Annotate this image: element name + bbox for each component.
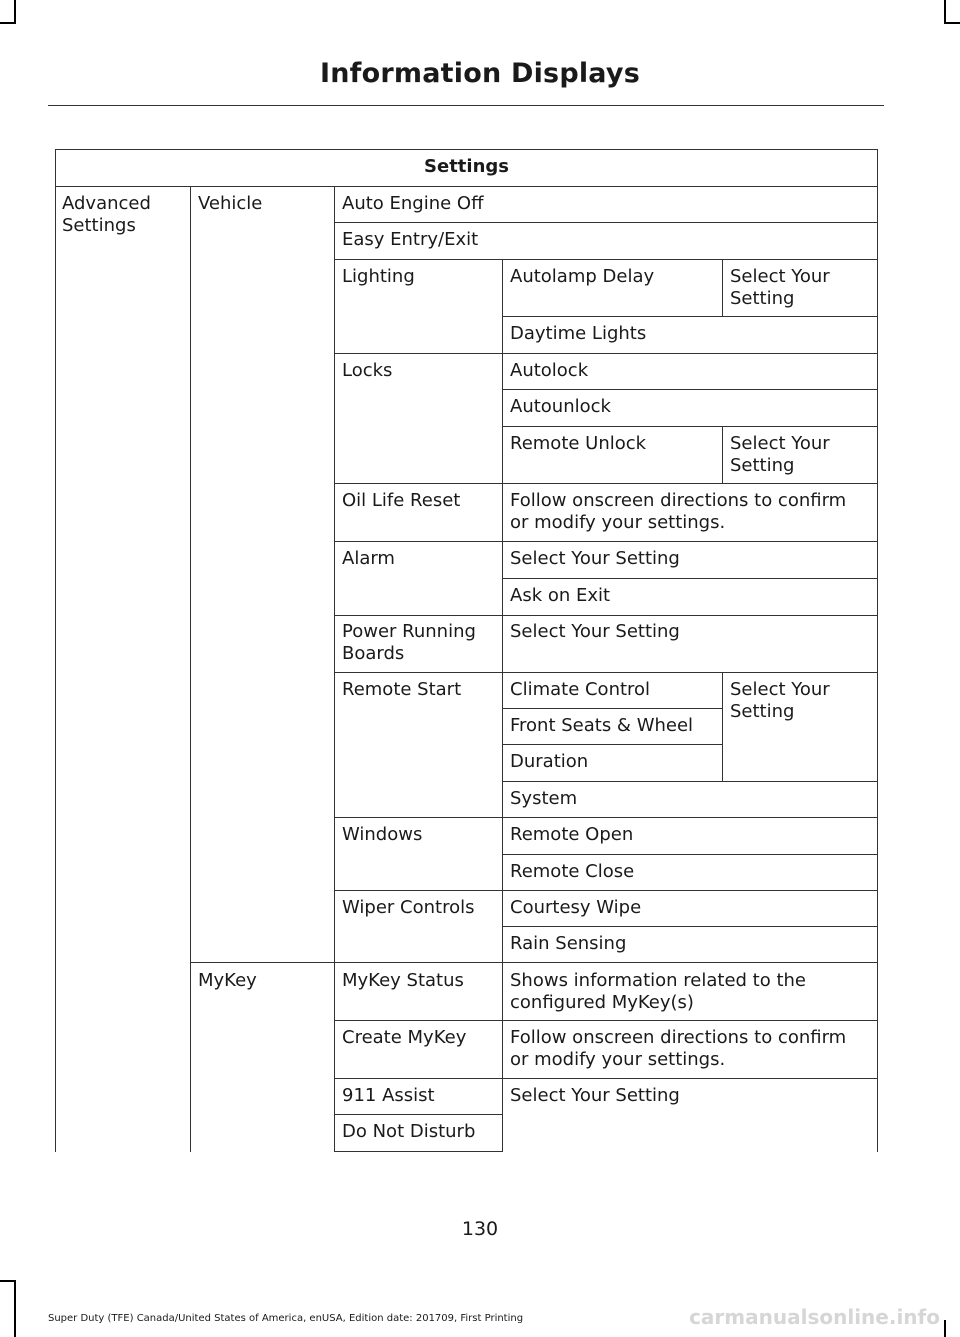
option-remote-unlock-select: Select Your Setting: [730, 433, 830, 476]
row-divider: [502, 926, 878, 927]
crop-mark: [944, 22, 960, 24]
option-911-assist-select: Select Your Setting: [510, 1085, 680, 1106]
option-system: System: [510, 788, 578, 809]
row-divider: [334, 1020, 878, 1021]
option-autolamp-delay: Autolamp Delay: [510, 266, 655, 287]
settings-table: [55, 149, 878, 1152]
crop-mark: [944, 0, 946, 22]
option-power-running-boards-select: Select Your Setting: [510, 621, 680, 642]
row-divider: [334, 1114, 502, 1115]
row-divider: [334, 353, 878, 354]
column-divider: [502, 962, 503, 1152]
column-divider: [722, 672, 723, 781]
table-border-left: [55, 149, 56, 1152]
setting-auto-engine-off: Auto Engine Off: [342, 193, 484, 214]
row-divider: [334, 541, 878, 542]
option-remote-start-select: Select Your Setting: [730, 679, 830, 722]
option-mykey-status-info: Shows information related to the configured MyKey(s): [510, 970, 806, 1013]
option-ask-on-exit: Ask on Exit: [510, 585, 611, 606]
column-divider: [190, 186, 191, 1152]
page-number: 130: [461, 1218, 499, 1240]
setting-oil-life-reset: Oil Life Reset: [342, 490, 461, 511]
column-divider: [722, 259, 723, 317]
header-row-divider: [55, 186, 878, 187]
table-border-top: [55, 149, 878, 150]
row-divider: [334, 222, 878, 223]
setting-wiper-controls: Wiper Controls: [342, 897, 475, 918]
row-divider: [502, 781, 878, 782]
option-climate-control: Climate Control: [510, 679, 651, 700]
option-remote-close: Remote Close: [510, 861, 635, 882]
watermark: carmanualsonline.info: [689, 1305, 940, 1329]
setting-easy-entry-exit: Easy Entry/Exit: [342, 229, 479, 250]
setting-create-mykey: Create MyKey: [342, 1027, 467, 1048]
crop-mark: [14, 1280, 16, 1337]
option-autolock: Autolock: [510, 360, 589, 381]
option-remote-open: Remote Open: [510, 824, 634, 845]
row-divider: [334, 1078, 878, 1079]
option-oil-life-directions: Follow onscreen directions to confirm or modify your settings.: [510, 490, 847, 533]
row-divider: [502, 854, 878, 855]
crop-mark: [0, 22, 16, 24]
setting-lighting: Lighting: [342, 266, 415, 287]
crop-mark: [944, 1320, 946, 1337]
page-title: Information Displays: [320, 58, 640, 89]
row-divider: [334, 817, 878, 818]
setting-do-not-disturb: Do Not Disturb: [342, 1121, 476, 1142]
setting-mykey-status: MyKey Status: [342, 970, 464, 991]
setting-alarm: Alarm: [342, 548, 395, 569]
table-border-right: [877, 149, 878, 1152]
setting-windows: Windows: [342, 824, 423, 845]
row-divider: [334, 1151, 502, 1152]
row-divider: [502, 578, 878, 579]
row-divider: [502, 708, 722, 709]
category-advanced-settings: Advanced Settings: [62, 193, 151, 236]
row-divider: [502, 389, 878, 390]
row-divider: [334, 615, 878, 616]
option-autolamp-select: Select Your Setting: [730, 266, 830, 309]
row-divider: [334, 259, 878, 260]
crop-mark: [0, 1280, 16, 1282]
option-courtesy-wipe: Courtesy Wipe: [510, 897, 642, 918]
option-create-mykey-directions: Follow onscreen directions to confirm or modify your settings.: [510, 1027, 847, 1070]
row-divider: [334, 672, 878, 673]
setting-power-running-boards: Power Running Boards: [342, 621, 476, 664]
setting-locks: Locks: [342, 360, 393, 381]
column-divider: [722, 426, 723, 484]
option-alarm-select: Select Your Setting: [510, 548, 680, 569]
row-divider: [502, 744, 722, 745]
setting-911-assist: 911 Assist: [342, 1085, 435, 1106]
option-autounlock: Autounlock: [510, 396, 611, 417]
setting-remote-start: Remote Start: [342, 679, 462, 700]
header-divider: [48, 105, 884, 106]
option-front-seats-wheel: Front Seats & Wheel: [510, 715, 694, 736]
option-duration: Duration: [510, 751, 589, 772]
table-header: Settings: [424, 156, 509, 177]
footer-edition-info: Super Duty (TFE) Canada/United States of America, enUSA, Edition date: 201709, First Printing: [48, 1313, 524, 1324]
row-divider: [190, 962, 878, 963]
column-divider: [334, 186, 335, 1152]
row-divider: [334, 890, 878, 891]
option-rain-sensing: Rain Sensing: [510, 933, 627, 954]
option-daytime-lights: Daytime Lights: [510, 323, 647, 344]
group-mykey: MyKey: [198, 970, 257, 991]
group-vehicle: Vehicle: [198, 193, 263, 214]
option-remote-unlock: Remote Unlock: [510, 433, 647, 454]
crop-mark: [14, 0, 16, 22]
row-divider: [334, 483, 878, 484]
row-divider: [502, 316, 878, 317]
row-divider: [502, 426, 878, 427]
